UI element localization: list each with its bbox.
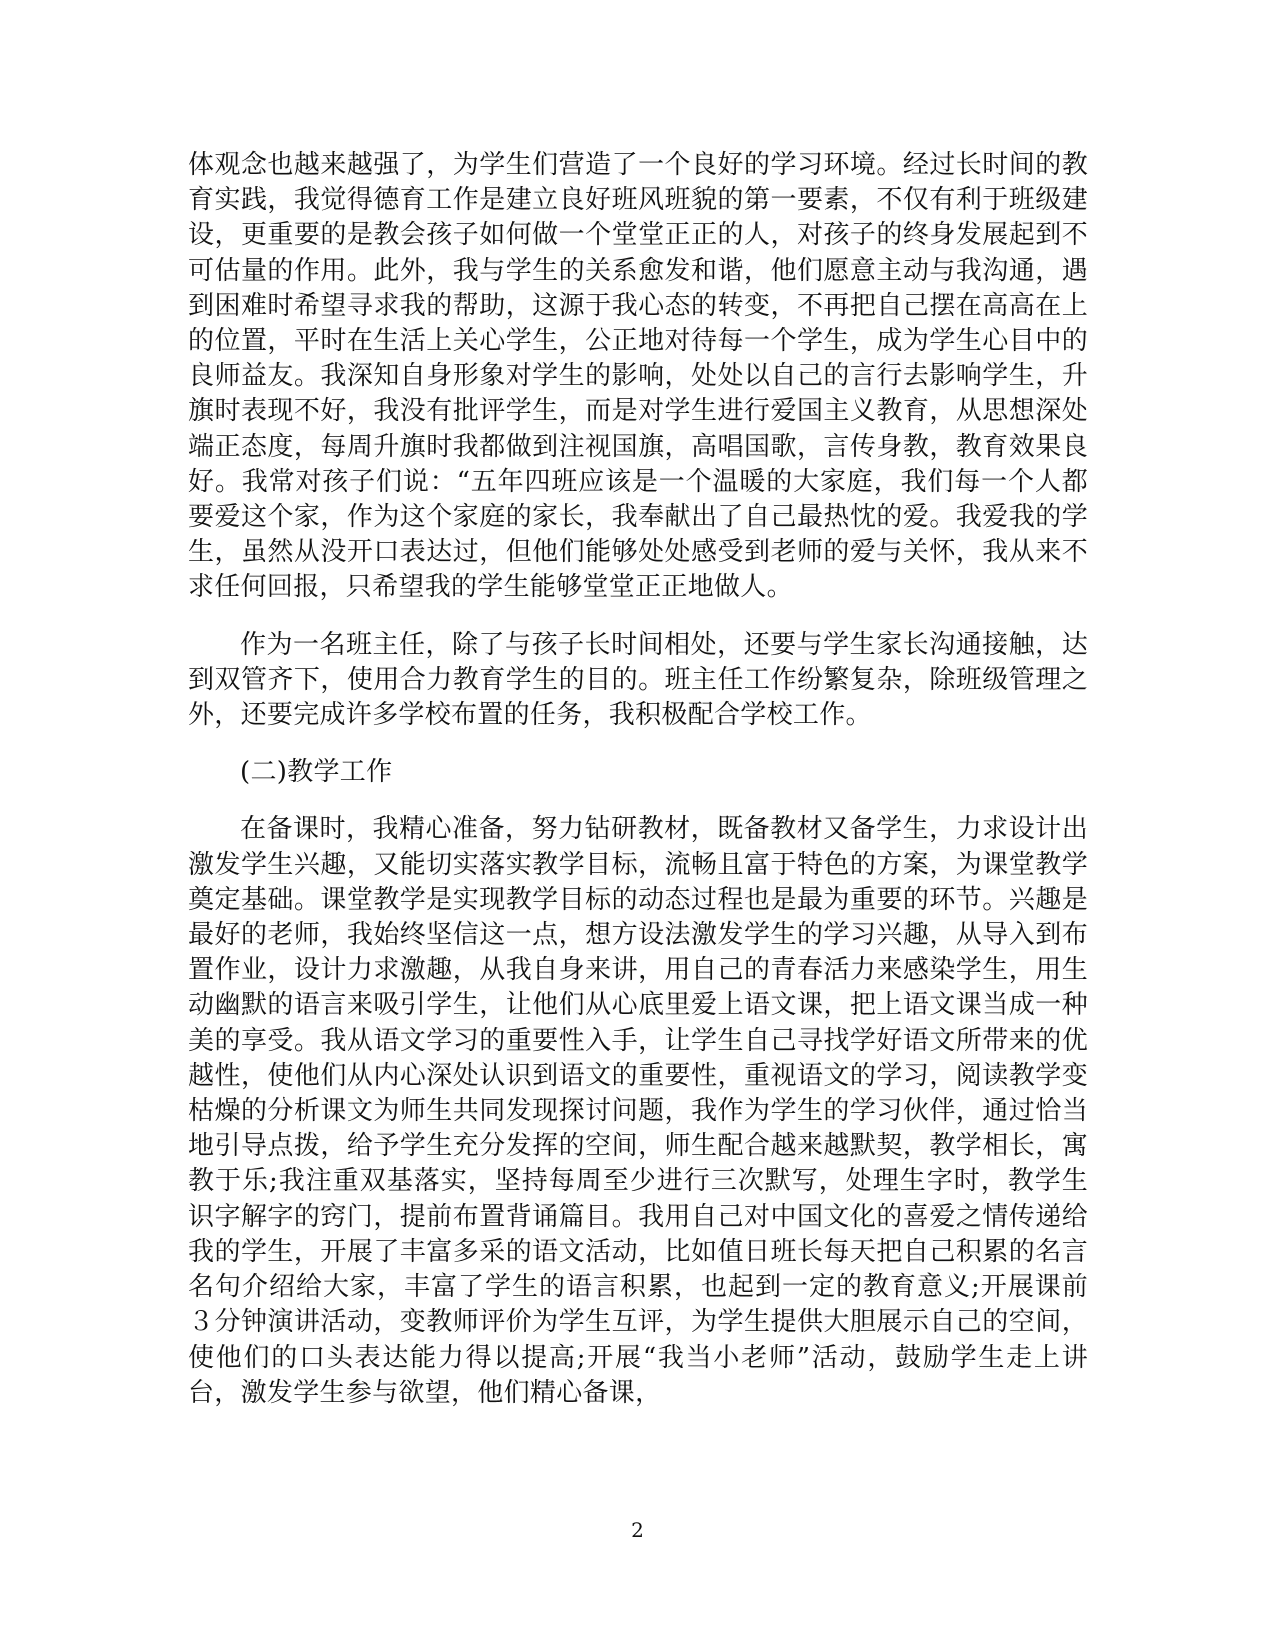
paragraph-class-teacher-duties: 作为一名班主任，除了与孩子长时间相处，还要与学生家长沟通接触，达到双管齐下，使用合力教育学生的目的。班主任工作纷繁复杂，除班级管理之外，还要完成许多学校布置的任务，我积极配合学校工作。 — [188, 629, 1088, 731]
paragraph-lesson-preparation: 在备课时，我精心准备，努力钻研教材，既备教材又备学生，力求设计出激发学生兴趣，又能切实落实教学目标，流畅且富于特色的方案，为课堂教学奠定基础。课堂教学是实现教学目标的动态过程也是最为重要的环节。兴趣是最好的老师，我始终坚信这一点，想方设法激发学生的学习兴趣，从导入到布置作业，设计力求激趣，从我自身来讲，用自己的青春活力来感染学生，用生动幽默的语言来吸引学生，让他们从心底里爱上语文课，把上语文课当成一种美的享受。我从语文学习的重要性入手，让学生自己寻找学好语文所带来的优越性，使他们从内心深处认识到语文的重要性，重视语文的学习，阅读教学变枯燥的分析课文为师生共同发现探讨问题，我作为学生的学习伙伴，通过恰当地引导点拨，给予学生充分发挥的空间，师生配合越来越默契，教学相长，寓教于乐;我注重双基落实，坚持每周至少进行三次默写，处理生字时，教学生识字解字的窍门，提前布置背诵篇目。我用自己对中国文化的喜爱之情传递给我的学生，开展了丰富多采的语文活动，比如值日班长每天把自己积累的名言名句介绍给大家，丰富了学生的语言积累，也起到一定的教育意义;开展课前３分钟演讲活动，变教师评价为学生互评，为学生提供大胆展示自己的空间，使他们的口头表达能力得以提高;开展“我当小老师”活动，鼓励学生走上讲台，激发学生参与欲望，他们精心备课， — [188, 814, 1088, 1408]
paragraph-moral-education-continued: 体观念也越来越强了，为学生们营造了一个良好的学习环境。经过长时间的教育实践，我觉得德育工作是建立良好班风班貌的第一要素，不仅有利于班级建设，更重要的是教会孩子如何做一个堂堂正正的人，对孩子的终身发展起到不可估量的作用。此外，我与学生的关系愈发和谐，他们愿意主动与我沟通，遇到困难时希望寻求我的帮助，这源于我心态的转变，不再把自己摆在高高在上的位置，平时在生活上关心学生，公正地对待每一个学生，成为学生心目中的良师益友。我深知自身形象对学生的影响，处处以自己的言行去影响学生，升旗时表现不好，我没有批评学生，而是对学生进行爱国主义教育，从思想深处端正态度，每周升旗时我都做到注视国旗，高唱国歌，言传身教，教育效果良好。我常对孩子们说：“五年四班应该是一个温暖的大家庭，我们每一个人都要爱这个家，作为这个家庭的家长，我奉献出了自己最热忱的爱。我爱我的学生，虽然从没开口表达过，但他们能够处处感受到老师的爱与关怀，我从来不求任何回报，只希望我的学生能够堂堂正正地做人。 — [188, 150, 1088, 603]
page-number: 2 — [631, 1518, 644, 1542]
section-heading-teaching-work: (二)教学工作 — [240, 757, 393, 788]
document-body — [188, 148, 1088, 1411]
